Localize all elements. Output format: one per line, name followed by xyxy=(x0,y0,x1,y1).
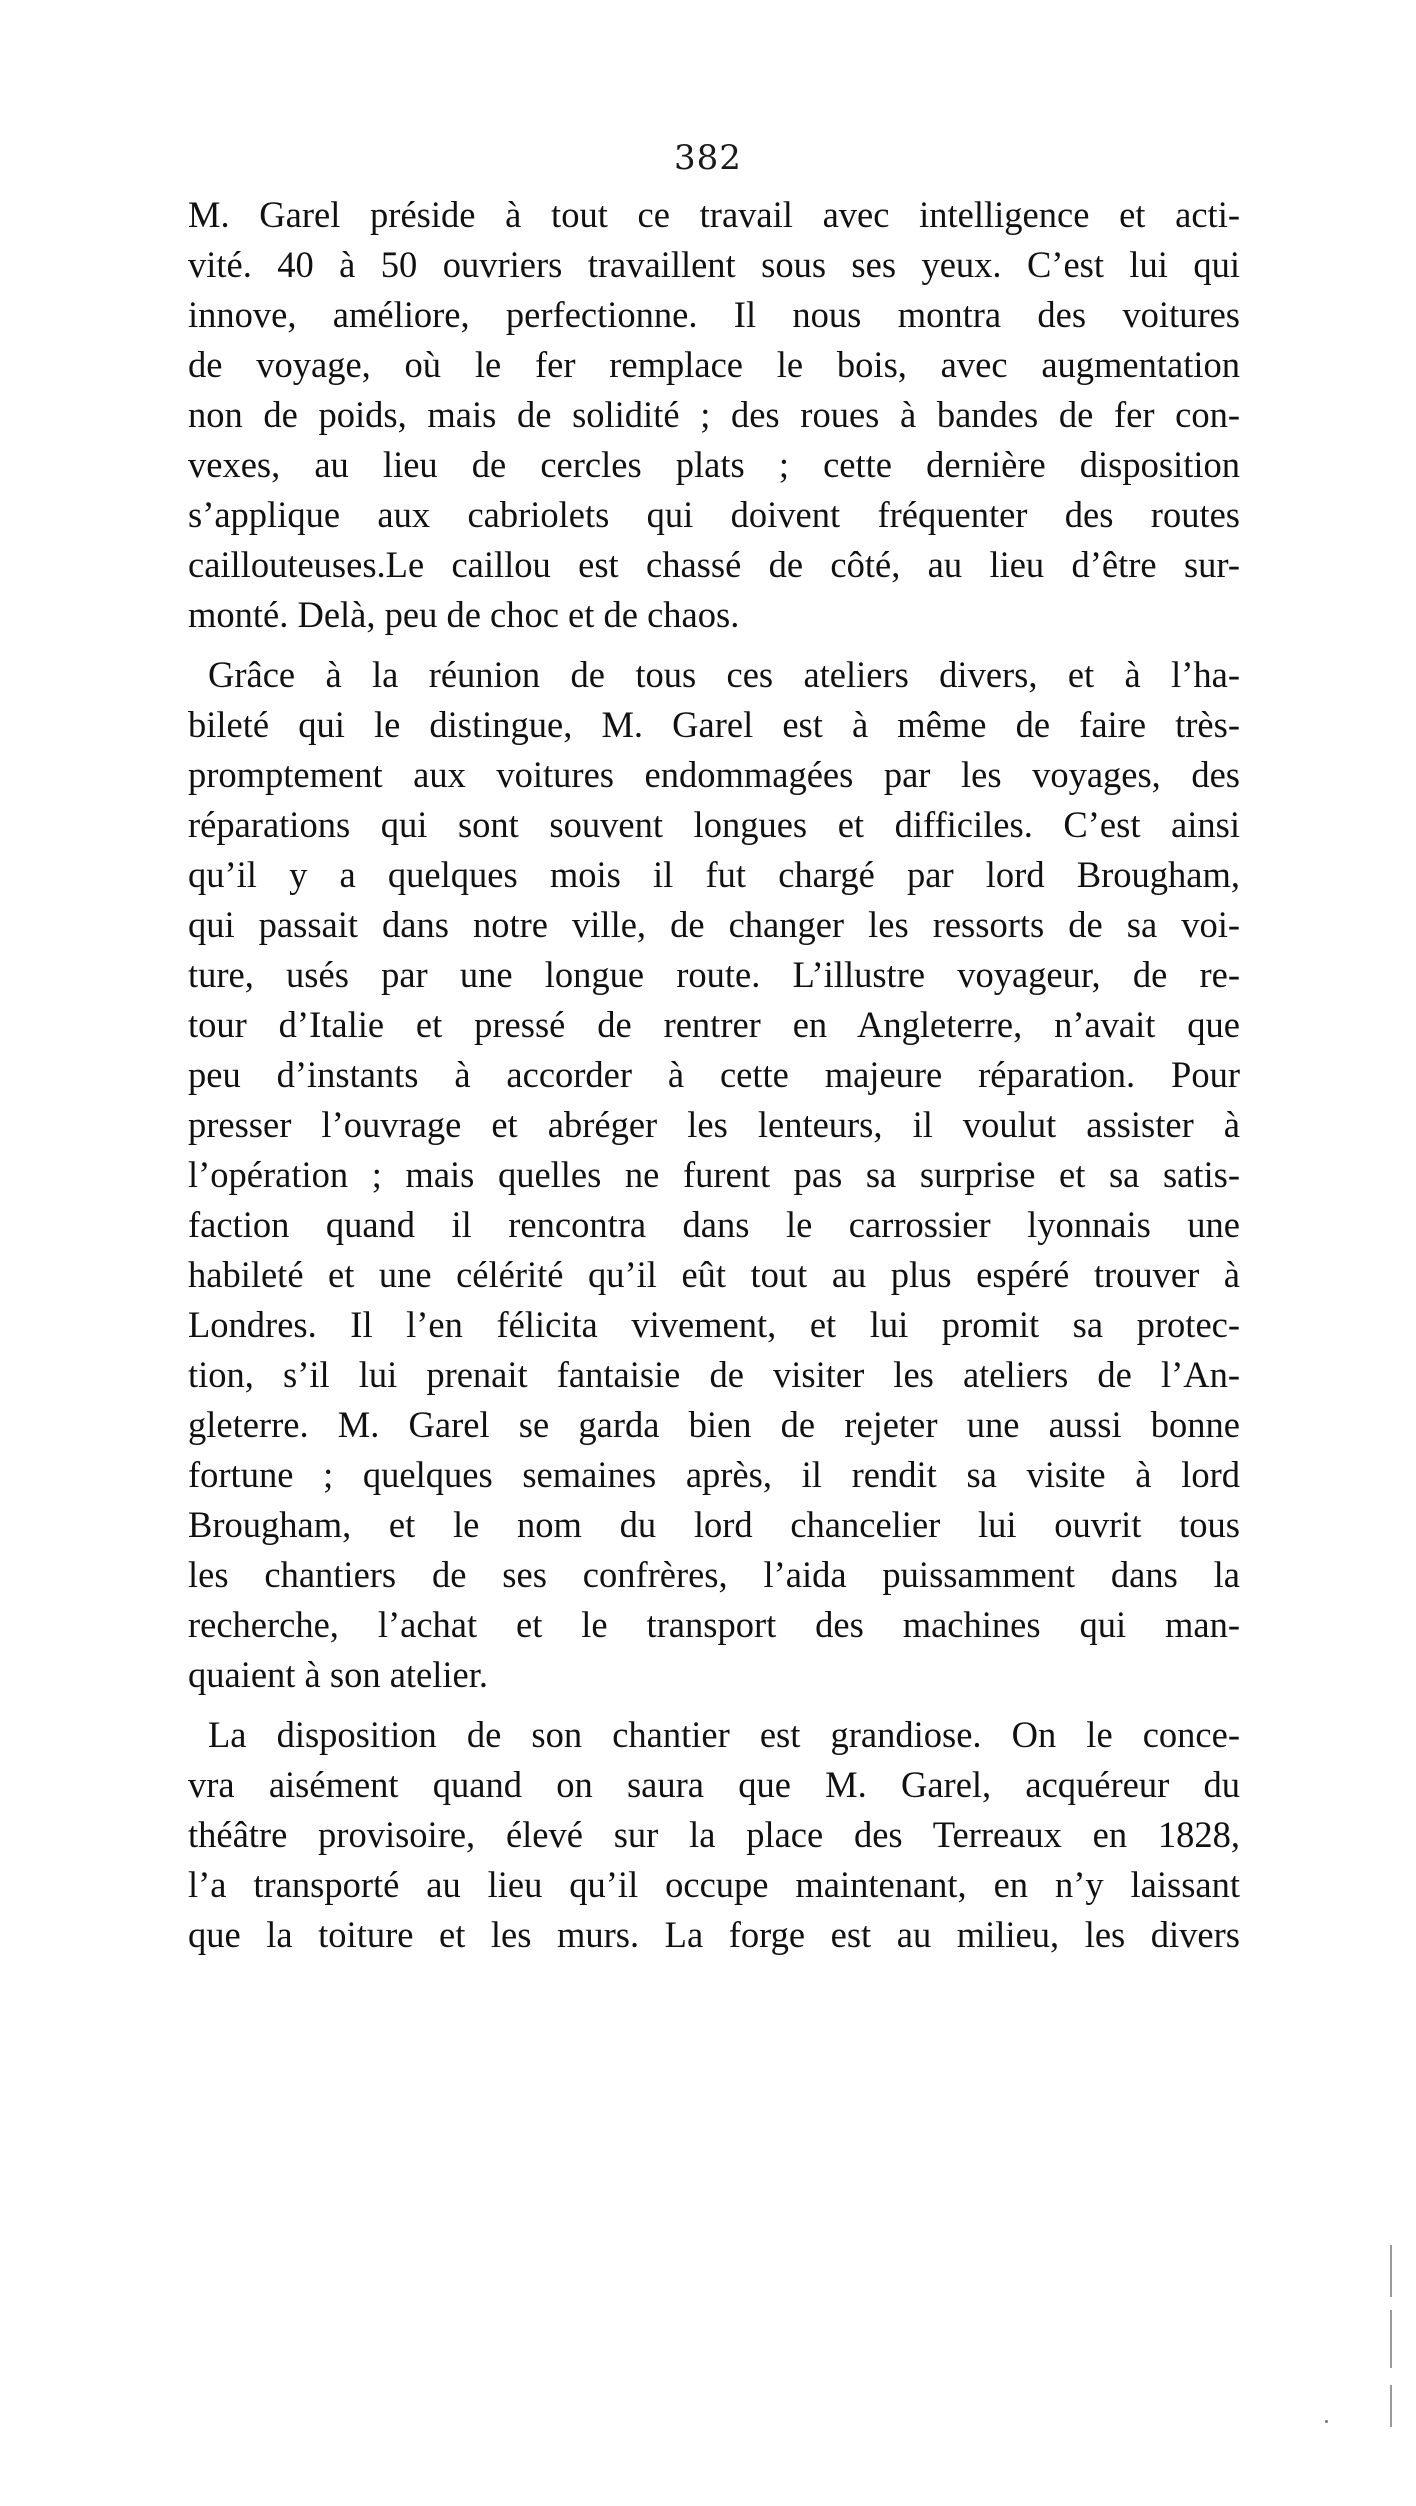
paragraph-2 xyxy=(188,650,1240,1700)
text-line: caillouteuses.Le caillou est chassé de côté, au lieu d’être sur- xyxy=(188,544,1240,585)
text-line: gleterre. M. Garel se garda bien de rejeter une aussi bonne xyxy=(188,1404,1240,1445)
text-line: Brougham, et le nom du lord chancelier lui ouvrit tous xyxy=(188,1504,1240,1545)
text-line: qui passait dans notre ville, de changer les ressorts de sa voi- xyxy=(188,904,1240,945)
page-number: 382 xyxy=(674,138,742,178)
scan-edge-mark xyxy=(1390,2245,1392,2297)
scan-edge-mark xyxy=(1390,2385,1392,2427)
text-line: l’opération ; mais quelles ne furent pas sa surprise et sa satis- xyxy=(188,1154,1240,1195)
scan-speck xyxy=(1325,2420,1328,2423)
text-line: non de poids, mais de solidité ; des roues à bandes de fer con- xyxy=(188,394,1240,435)
text-line: tion, s’il lui prenait fantaisie de visiter les ateliers de l’An- xyxy=(188,1354,1240,1395)
text-line: monté. Delà, peu de choc et de chaos. xyxy=(188,594,740,635)
scan-edge-mark xyxy=(1390,2310,1392,2368)
text-line: que la toiture et les murs. La forge est au milieu, les divers xyxy=(188,1914,1240,1955)
text-line: tour d’Italie et pressé de rentrer en Angleterre, n’avait que xyxy=(188,1004,1240,1045)
text-line: les chantiers de ses confrères, l’aida puissamment dans la xyxy=(188,1554,1240,1595)
text-line: quaient à son atelier. xyxy=(188,1654,489,1695)
text-line: réparations qui sont souvent longues et difficiles. C’est ainsi xyxy=(188,804,1240,845)
text-line: presser l’ouvrage et abréger les lenteurs, il voulut assister à xyxy=(188,1104,1240,1145)
text-line: s’applique aux cabriolets qui doivent fréquenter des routes xyxy=(188,494,1240,535)
paragraph-1 xyxy=(188,190,1240,640)
text-line: Grâce à la réunion de tous ces ateliers divers, et à l’ha- xyxy=(208,654,1240,695)
text-line: peu d’instants à accorder à cette majeure réparation. Pour xyxy=(188,1054,1240,1095)
text-line: Londres. Il l’en félicita vivement, et lui promit sa protec- xyxy=(188,1304,1240,1345)
text-line: M. Garel préside à tout ce travail avec intelligence et acti- xyxy=(188,194,1240,235)
paragraph-3 xyxy=(188,1710,1240,1960)
text-line: l’a transporté au lieu qu’il occupe maintenant, en n’y laissant xyxy=(188,1864,1240,1905)
text-line: vra aisément quand on saura que M. Garel, acquéreur du xyxy=(188,1764,1240,1805)
text-line: habileté et une célérité qu’il eût tout au plus espéré trouver à xyxy=(188,1254,1240,1295)
text-line: fortune ; quelques semaines après, il rendit sa visite à lord xyxy=(188,1454,1240,1495)
text-line: bileté qui le distingue, M. Garel est à même de faire très- xyxy=(188,704,1240,745)
text-line: qu’il y a quelques mois il fut chargé par lord Brougham, xyxy=(188,854,1240,895)
text-line: faction quand il rencontra dans le carrossier lyonnais une xyxy=(188,1204,1240,1245)
text-line: innove, améliore, perfectionne. Il nous montra des voitures xyxy=(188,294,1240,335)
body-text xyxy=(188,190,1240,1960)
text-line: vexes, au lieu de cercles plats ; cette dernière disposition xyxy=(188,444,1240,485)
text-line: La disposition de son chantier est grandiose. On le conce- xyxy=(208,1714,1240,1755)
text-line: recherche, l’achat et le transport des machines qui man- xyxy=(188,1604,1240,1645)
text-line: promptement aux voitures endommagées par les voyages, des xyxy=(188,754,1240,795)
text-line: de voyage, où le fer remplace le bois, avec augmentation xyxy=(188,344,1240,385)
text-line: ture, usés par une longue route. L’illustre voyageur, de re- xyxy=(188,954,1240,995)
text-line: vité. 40 à 50 ouvriers travaillent sous ses yeux. C’est lui qui xyxy=(188,244,1240,285)
text-line: théâtre provisoire, élevé sur la place des Terreaux en 1828, xyxy=(188,1814,1240,1855)
